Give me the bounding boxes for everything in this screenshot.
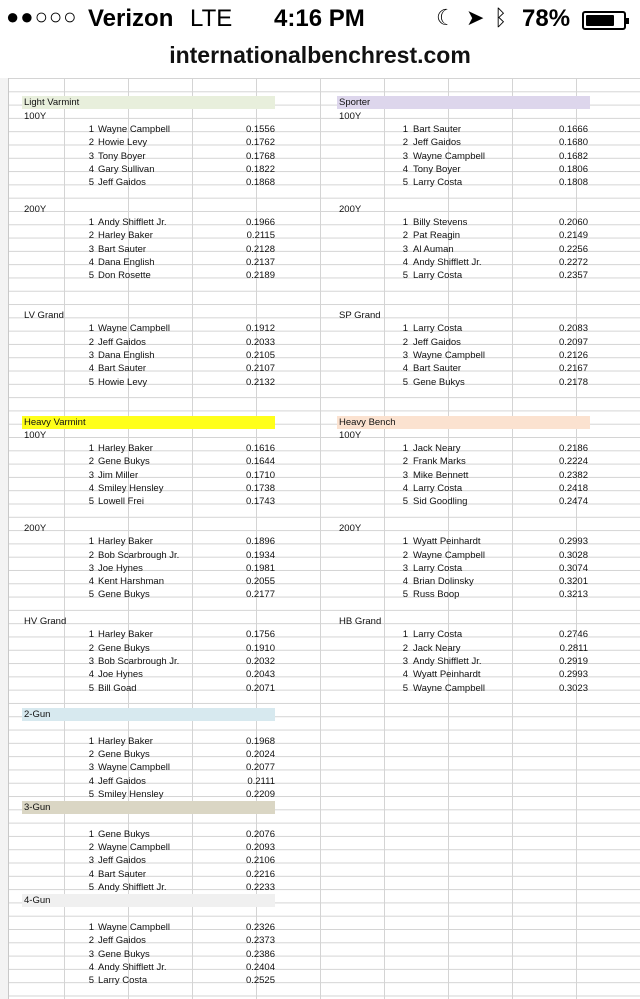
score-cell: 0.2209 <box>245 788 275 800</box>
rank-cell: 1 <box>88 921 94 933</box>
group-label: 200Y <box>24 203 47 215</box>
battery-level <box>586 15 614 26</box>
group-label: SP Grand <box>339 310 381 322</box>
score-cell: 0.2024 <box>245 749 275 760</box>
battery-percentage: 78% <box>522 5 571 32</box>
score-cell: 0.2256 <box>558 243 588 255</box>
rank-cell: 4 <box>88 868 94 880</box>
shooter-name-cell: Tony Boyer <box>98 150 146 162</box>
rank-cell: 4 <box>402 576 408 588</box>
score-cell: 0.2137 <box>245 256 275 268</box>
score-cell: 0.1738 <box>245 483 275 494</box>
rank-cell: 5 <box>88 788 94 800</box>
score-cell: 0.2071 <box>245 682 275 694</box>
shooter-name-cell: Dana English <box>98 256 155 268</box>
score-cell: 0.1756 <box>245 629 275 641</box>
rank-cell: 1 <box>88 217 94 228</box>
rank-cell: 3 <box>88 150 94 162</box>
shooter-name-cell: Larry Costa <box>413 483 463 494</box>
rank-cell: 5 <box>402 376 408 388</box>
shooter-name-cell: Mike Bennett <box>413 469 469 481</box>
rank-cell: 2 <box>88 336 94 348</box>
shooter-name-cell: Jeff Gaidos <box>98 177 146 189</box>
shooter-name-cell: Wayne Campbell <box>98 921 170 933</box>
score-cell: 0.2525 <box>245 975 275 987</box>
url-bar[interactable]: internationalbenchrest.com <box>169 42 471 68</box>
shooter-name-cell: Dana English <box>98 350 155 361</box>
shooter-name-cell: Bart Sauter <box>98 363 147 375</box>
shooter-name-cell: Jeff Gaidos <box>413 137 461 149</box>
shooter-name-cell: Bart Sauter <box>413 363 462 375</box>
shooter-name-cell: Wayne Campbell <box>413 150 485 162</box>
location-icon: ➤ <box>466 5 485 30</box>
score-cell: 0.2357 <box>558 270 588 282</box>
rank-cell: 2 <box>88 230 94 242</box>
shooter-name-cell: Jack Neary <box>413 443 461 455</box>
rank-cell: 1 <box>402 536 408 548</box>
score-cell: 0.2178 <box>558 376 588 388</box>
rank-cell: 2 <box>88 749 94 760</box>
rank-cell: 2 <box>88 642 94 654</box>
shooter-name-cell: Gene Bukys <box>98 456 150 468</box>
rank-cell: 3 <box>88 469 94 481</box>
section-header: Light Varmint <box>22 96 275 109</box>
score-cell: 0.2919 <box>558 655 588 667</box>
rank-cell: 2 <box>402 336 408 348</box>
shooter-name-cell: Lowell Frei <box>98 496 144 508</box>
score-cell: 0.2043 <box>245 669 275 681</box>
group-label: HV Grand <box>24 616 67 627</box>
rank-cell: 5 <box>88 682 94 694</box>
shooter-name-cell: Bart Sauter <box>413 123 462 135</box>
score-cell: 0.1981 <box>245 562 275 574</box>
rank-cell: 4 <box>88 576 94 588</box>
rank-cell: 4 <box>402 256 408 268</box>
score-cell: 0.1868 <box>245 177 275 189</box>
section-header: 4-Gun <box>22 894 275 907</box>
shooter-name-cell: Sid Goodling <box>413 496 468 508</box>
scroll-indicator <box>0 78 9 999</box>
score-cell: 0.2105 <box>245 350 275 361</box>
rank-cell: 5 <box>402 270 408 282</box>
section-header: Sporter <box>337 96 590 109</box>
rank-cell: 1 <box>88 443 94 455</box>
shooter-name-cell: Larry Costa <box>413 629 463 641</box>
score-cell: 0.2811 <box>559 642 588 654</box>
shooter-name-cell: Tony Boyer <box>413 163 461 175</box>
score-cell: 0.2186 <box>558 443 588 455</box>
shooter-name-cell: Gene Bukys <box>98 948 150 960</box>
score-cell: 0.2128 <box>245 243 275 255</box>
score-cell: 0.2107 <box>245 363 275 375</box>
clock: 4:16 PM <box>274 5 365 32</box>
score-cell: 0.2993 <box>558 669 588 681</box>
shooter-name-cell: Gene Bukys <box>98 828 150 840</box>
rank-cell: 5 <box>88 177 94 189</box>
shooter-name-cell: Russ Boop <box>413 589 460 601</box>
rank-cell: 5 <box>402 589 408 601</box>
score-cell: 0.1768 <box>245 150 275 162</box>
score-cell: 0.1710 <box>245 469 275 481</box>
shooter-name-cell: Bob Scarbrough Jr. <box>98 655 180 667</box>
shooter-name-cell: Harley Baker <box>98 230 153 242</box>
shooter-name-cell: Larry Costa <box>413 323 463 335</box>
section-header: 3-Gun <box>22 801 275 814</box>
shooter-name-cell: Jeff Gaidos <box>98 775 146 787</box>
shooter-name-cell: Jack Neary <box>413 642 461 654</box>
rank-cell: 4 <box>88 483 94 494</box>
rank-cell: 5 <box>88 270 94 282</box>
shooter-name-cell: Wayne Campbell <box>98 323 170 335</box>
rank-cell: 2 <box>88 935 94 947</box>
rank-cell: 3 <box>402 562 408 574</box>
shooter-name-cell: Andy Shifflett Jr. <box>98 961 167 973</box>
signal-strength: ●●○○○ <box>6 4 78 29</box>
score-cell: 0.2097 <box>558 336 588 348</box>
score-cell: 0.2373 <box>245 935 275 947</box>
shooter-name-cell: Brian Dolinsky <box>413 576 474 588</box>
rank-cell: 4 <box>88 163 94 175</box>
section-header: Heavy Varmint <box>22 416 275 429</box>
shooter-name-cell: Wayne Campbell <box>98 842 170 854</box>
score-cell: 0.2055 <box>245 576 275 588</box>
rank-cell: 1 <box>88 123 94 135</box>
shooter-name-cell: Howie Levy <box>98 137 148 149</box>
shooter-name-cell: Larry Costa <box>98 975 148 987</box>
network-type: LTE <box>190 5 233 32</box>
status-bar <box>0 0 640 40</box>
score-cell: 0.1806 <box>558 163 588 175</box>
shooter-name-cell: Andy Shifflett Jr. <box>413 655 482 667</box>
group-label: 100Y <box>339 110 362 122</box>
rank-cell: 3 <box>88 948 94 960</box>
score-cell: 0.1896 <box>245 536 275 548</box>
rank-cell: 3 <box>88 855 94 867</box>
shooter-name-cell: Bill Goad <box>98 682 137 694</box>
rank-cell: 4 <box>402 163 408 175</box>
rank-cell: 1 <box>402 123 408 135</box>
rank-cell: 2 <box>88 549 94 561</box>
shooter-name-cell: Joe Hynes <box>98 562 143 574</box>
shooter-name-cell: Gene Bukys <box>98 642 150 654</box>
score-cell: 0.1682 <box>558 150 588 162</box>
score-cell: 0.2272 <box>558 256 588 268</box>
score-cell: 0.1616 <box>245 443 275 455</box>
shooter-name-cell: Wayne Campbell <box>98 762 170 774</box>
shooter-name-cell: Jeff Gaidos <box>413 336 461 348</box>
rank-cell: 3 <box>402 655 408 667</box>
rank-cell: 2 <box>88 842 94 854</box>
score-cell: 0.2106 <box>245 855 275 867</box>
rank-cell: 1 <box>402 443 408 455</box>
rank-cell: 2 <box>402 456 408 468</box>
score-cell: 0.2404 <box>245 961 275 973</box>
rank-cell: 4 <box>402 363 408 375</box>
rank-cell: 5 <box>88 376 94 388</box>
shooter-name-cell: Gary Sullivan <box>98 163 155 175</box>
shooter-name-cell: Wayne Campbell <box>98 123 170 135</box>
rank-cell: 5 <box>88 589 94 601</box>
shooter-name-cell: Wyatt Peinhardt <box>413 536 481 548</box>
group-label: 200Y <box>24 522 47 534</box>
score-cell: 0.1912 <box>245 323 275 335</box>
group-label: 100Y <box>339 429 362 441</box>
rank-cell: 1 <box>88 629 94 641</box>
shooter-name-cell: Larry Costa <box>413 270 463 282</box>
shooter-name-cell: Frank Marks <box>413 456 466 468</box>
rank-cell: 2 <box>402 642 408 654</box>
group-label: 100Y <box>24 429 47 441</box>
score-cell: 0.2060 <box>558 217 588 228</box>
score-cell: 0.1808 <box>558 177 588 189</box>
shooter-name-cell: Wayne Campbell <box>413 350 485 361</box>
rank-cell: 3 <box>402 150 408 162</box>
shooter-name-cell: Andy Shifflett Jr. <box>98 882 167 893</box>
rank-cell: 4 <box>88 961 94 973</box>
rank-cell: 4 <box>402 669 408 681</box>
score-cell: 0.2077 <box>245 762 275 774</box>
score-cell: 0.1743 <box>245 496 275 508</box>
score-cell: 0.2076 <box>245 828 275 840</box>
score-cell: 0.2111 <box>247 775 275 787</box>
shooter-name-cell: Larry Costa <box>413 177 463 189</box>
score-cell: 0.2746 <box>558 629 588 641</box>
score-cell: 0.1556 <box>245 123 275 135</box>
score-cell: 0.2149 <box>558 230 588 242</box>
shooter-name-cell: Gene Bukys <box>98 589 150 601</box>
shooter-name-cell: Harley Baker <box>98 629 153 641</box>
rank-cell: 4 <box>402 483 408 494</box>
score-cell: 0.2418 <box>558 483 588 494</box>
group-label: 200Y <box>339 203 362 215</box>
score-cell: 0.3213 <box>558 589 588 601</box>
bluetooth-icon: ᛒ <box>494 5 508 30</box>
shooter-name-cell: Bob Scarbrough Jr. <box>98 549 180 561</box>
score-cell: 0.2233 <box>245 882 275 893</box>
rank-cell: 1 <box>402 323 408 335</box>
rank-cell: 5 <box>402 177 408 189</box>
rank-cell: 5 <box>88 882 94 893</box>
rank-cell: 2 <box>402 137 408 149</box>
score-cell: 0.1680 <box>558 137 588 149</box>
shooter-name-cell: Wayne Campbell <box>413 549 485 561</box>
shooter-name-cell: Andy Shifflett Jr. <box>413 256 482 268</box>
rank-cell: 5 <box>88 975 94 987</box>
shooter-name-cell: Jeff Gaidos <box>98 935 146 947</box>
group-label: 100Y <box>24 110 47 122</box>
shooter-name-cell: Larry Costa <box>413 562 463 574</box>
score-cell: 0.2033 <box>245 336 275 348</box>
score-cell: 0.1968 <box>245 735 275 747</box>
rank-cell: 4 <box>88 775 94 787</box>
rank-cell: 3 <box>402 469 408 481</box>
rank-cell: 2 <box>402 549 408 561</box>
rank-cell: 1 <box>88 323 94 335</box>
shooter-name-cell: Bart Sauter <box>98 868 147 880</box>
rank-cell: 3 <box>88 243 94 255</box>
score-cell: 0.1966 <box>245 217 275 228</box>
rank-cell: 3 <box>88 350 94 361</box>
shooter-name-cell: Harley Baker <box>98 443 153 455</box>
rank-cell: 3 <box>88 562 94 574</box>
shooter-name-cell: Wayne Campbell <box>413 682 485 694</box>
score-cell: 0.2132 <box>245 376 275 388</box>
shooter-name-cell: Don Rosette <box>98 270 151 282</box>
score-cell: 0.2993 <box>558 536 588 548</box>
spreadsheet <box>0 78 640 999</box>
score-cell: 0.2093 <box>245 842 275 854</box>
shooter-name-cell: Jeff Gaidos <box>98 855 146 867</box>
group-label: 200Y <box>339 522 362 534</box>
score-cell: 0.2386 <box>245 948 275 960</box>
score-cell: 0.2115 <box>246 230 275 242</box>
shooter-name-cell: Howie Levy <box>98 376 148 388</box>
score-cell: 0.1934 <box>245 549 275 561</box>
score-cell: 0.2216 <box>245 868 275 880</box>
shooter-name-cell: Gene Bukys <box>413 376 465 388</box>
shooter-name-cell: Al Auman <box>413 243 454 255</box>
rank-cell: 2 <box>88 137 94 149</box>
shooter-name-cell: Billy Stevens <box>413 217 468 228</box>
rank-cell: 4 <box>88 363 94 375</box>
shooter-name-cell: Jim Miller <box>98 469 139 481</box>
score-cell: 0.3201 <box>558 576 588 588</box>
rank-cell: 5 <box>402 682 408 694</box>
score-cell: 0.2224 <box>558 456 588 468</box>
rank-cell: 1 <box>88 828 94 840</box>
score-cell: 0.3028 <box>558 549 588 561</box>
rank-cell: 3 <box>88 655 94 667</box>
score-cell: 0.2474 <box>558 496 588 508</box>
rank-cell: 1 <box>402 217 408 228</box>
rank-cell: 2 <box>88 456 94 468</box>
shooter-name-cell: Gene Bukys <box>98 749 150 760</box>
rank-cell: 5 <box>402 496 408 508</box>
shooter-name-cell: Andy Shifflett Jr. <box>98 217 167 228</box>
do-not-disturb-icon: ☾ <box>436 5 456 30</box>
score-cell: 0.3023 <box>558 682 588 694</box>
score-cell: 0.1910 <box>245 642 275 654</box>
section-header: 2-Gun <box>22 708 275 721</box>
score-cell: 0.2126 <box>558 350 588 361</box>
rank-cell: 2 <box>402 230 408 242</box>
score-cell: 0.3074 <box>558 562 588 574</box>
shooter-name-cell: Jeff Gaidos <box>98 336 146 348</box>
rank-cell: 1 <box>402 629 408 641</box>
section-header: Heavy Bench <box>337 416 590 429</box>
score-cell: 0.2326 <box>245 921 275 933</box>
rank-cell: 3 <box>402 350 408 361</box>
rank-cell: 5 <box>88 496 94 508</box>
rank-cell: 1 <box>88 735 94 747</box>
score-cell: 0.2167 <box>558 363 588 375</box>
shooter-name-cell: Wyatt Peinhardt <box>413 669 481 681</box>
score-cell: 0.2177 <box>245 589 275 601</box>
group-label: LV Grand <box>24 310 64 322</box>
score-cell: 0.2189 <box>245 270 275 282</box>
rank-cell: 3 <box>88 762 94 774</box>
shooter-name-cell: Kent Harshman <box>98 576 165 588</box>
rank-cell: 3 <box>402 243 408 255</box>
shooter-name-cell: Harley Baker <box>98 536 153 548</box>
group-label: HB Grand <box>339 616 382 627</box>
score-cell: 0.2032 <box>245 655 275 667</box>
shooter-name-cell: Pat Reagin <box>413 230 461 242</box>
score-cell: 0.1822 <box>245 163 275 175</box>
shooter-name-cell: Harley Baker <box>98 735 153 747</box>
rank-cell: 4 <box>88 256 94 268</box>
rank-cell: 4 <box>88 669 94 681</box>
score-cell: 0.2083 <box>558 323 588 335</box>
shooter-name-cell: Bart Sauter <box>98 243 147 255</box>
battery-icon <box>582 11 626 30</box>
shooter-name-cell: Smiley Hensley <box>98 788 164 800</box>
rank-cell: 1 <box>88 536 94 548</box>
score-cell: 0.2382 <box>558 469 588 481</box>
shooter-name-cell: Joe Hynes <box>98 669 143 681</box>
carrier-name: Verizon <box>88 5 174 32</box>
shooter-name-cell: Smiley Hensley <box>98 483 164 494</box>
score-cell: 0.1666 <box>558 123 588 135</box>
score-cell: 0.1762 <box>245 137 275 149</box>
score-cell: 0.1644 <box>245 456 275 468</box>
